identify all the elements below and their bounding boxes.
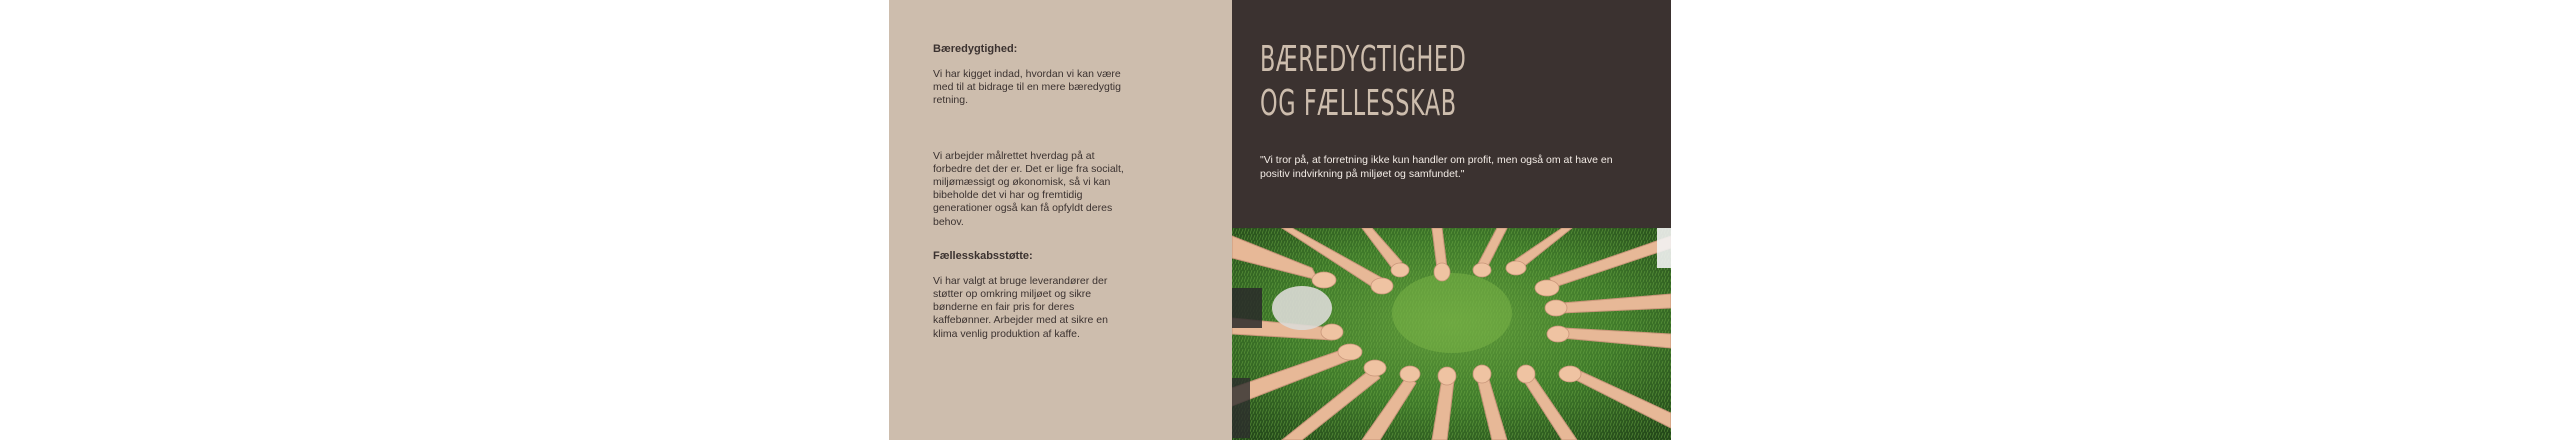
left-content <box>933 42 1133 341</box>
page-title <box>1260 38 1466 126</box>
title-panel <box>1232 0 1671 228</box>
section-heading-community-support: Fællesskabsstøtte: <box>933 249 1033 262</box>
section-heading-sustainability: Bæredygtighed: <box>933 43 1018 55</box>
sustainability-paragraph-1: Vi har kigget indad, hvordan vi kan være med til at bidrage til en mere bæredygtig retning. <box>933 68 1121 107</box>
sustainability-paragraph-2: Vi arbejder målrettet hverdag på at forbedre det der er. Det er lige fra socialt, miljømæssigt og økonomisk, så vi kan bibeholde det vi har og fremtidig generationer også kan få opfyldt deres behov. <box>933 149 1124 228</box>
title-line-1: BÆREDYGTIGHED <box>1260 39 1467 80</box>
community-support-paragraph: Vi har valgt at bruge leverandører der støtter op omkring miljøet og sikre bønderne en fair pris for deres kaffebønner. Arbejder med at sikre en klima venlig produktion af kaffe. <box>933 274 1108 340</box>
hands-in-circle-photo <box>1232 228 1671 440</box>
hands-photo-illustration <box>1232 228 1671 440</box>
quote-text: "Vi tror på, at forretning ikke kun handler om profit, men også om at have en positiv indvirkning på miljøet og samfundet." <box>1260 154 1613 180</box>
title-line-2: OG FÆLLESSKAB <box>1260 83 1457 124</box>
left-panel <box>889 0 1232 440</box>
